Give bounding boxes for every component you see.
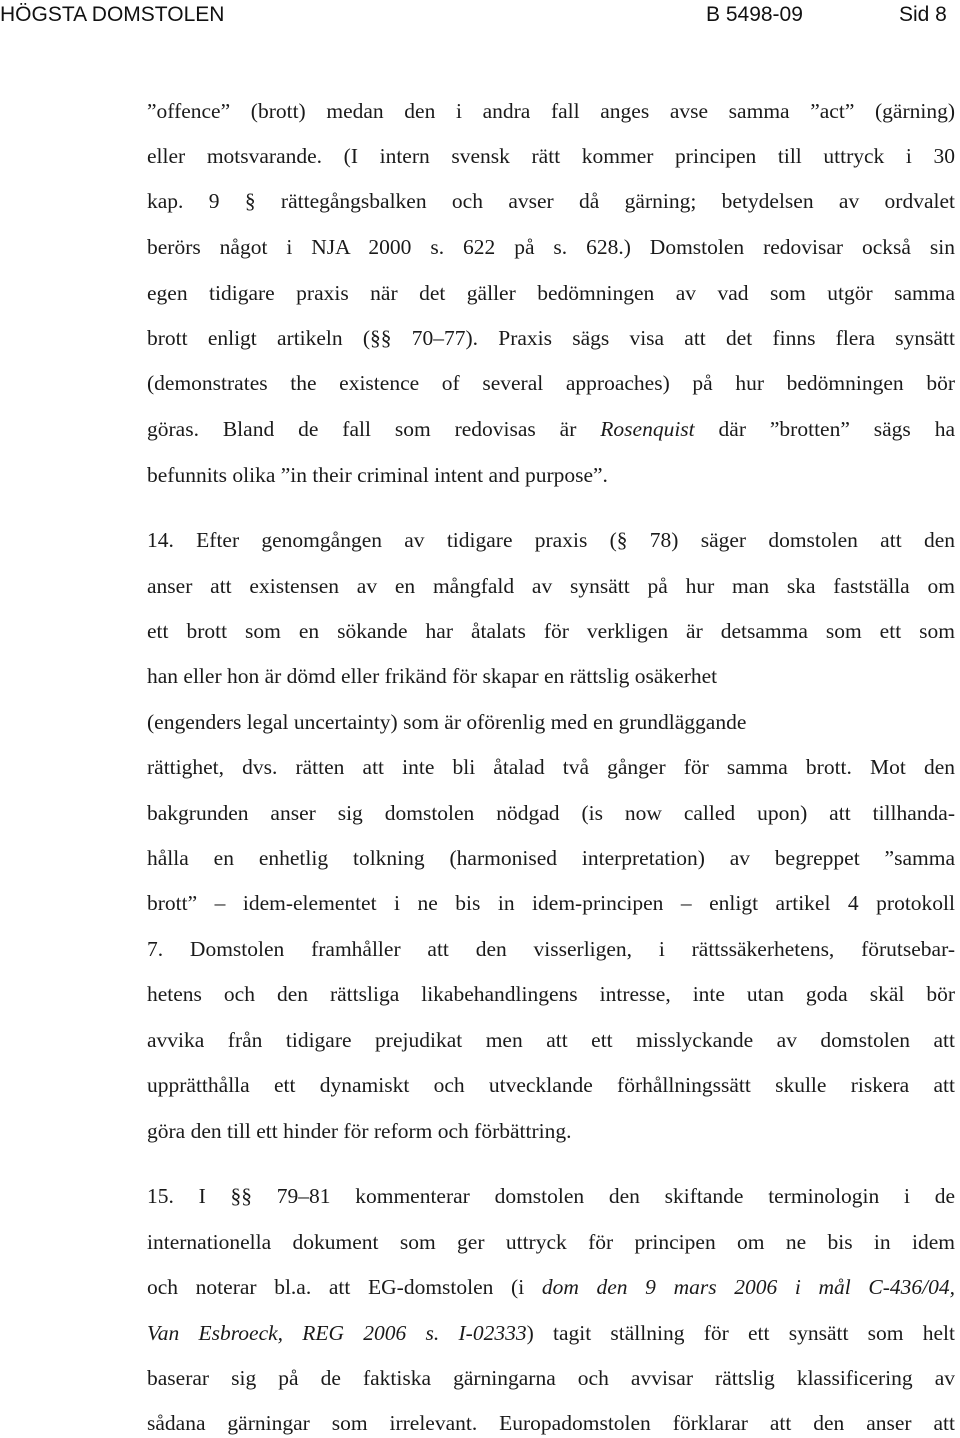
text-line: brott” – idem-elementet i ne bis in idem-principen – enligt artikel 4 protokoll	[147, 891, 955, 915]
text-line: han eller hon är dömd eller frikänd för skapar en rättslig osäkerhet	[147, 664, 718, 688]
judgment-reference-italic: dom den 9 mars 2006 i mål C-436/04,	[541, 1275, 955, 1299]
text-line: brott enligt artikeln (§§ 70–77). Praxis sägs visa att det finns flera synsätt	[147, 326, 955, 350]
text-line: ett brott som en sökande har åtalats för verkligen är detsamma som ett som	[147, 619, 955, 643]
text-line: avvika från tidigare prejudikat men att ett misslyckande av domstolen att	[147, 1028, 955, 1052]
text-line: anser att existensen av en mångfald av synsätt på hur man ska fastställa om	[147, 574, 955, 598]
text-line: hålla en enhetlig tolkning (harmonised interpretation) av begreppet ”samma	[147, 846, 955, 870]
text-line: 15. I §§ 79–81 kommenterar domstolen den skiftande terminologin i de	[147, 1184, 955, 1208]
text-line: (engenders legal uncertainty) som är oförenlig med en grundläggande	[147, 710, 747, 734]
text-line: sådana gärningar som irrelevant. Europadomstolen förklarar att den anser att	[147, 1411, 955, 1435]
text-line: göra den till ett hinder för reform och förbättring.	[147, 1119, 572, 1143]
case-number: B 5498-09	[706, 3, 803, 26]
text-line: egen tidigare praxis när det gäller bedömningen av vad som utgör samma	[147, 281, 955, 305]
text-line: baserar sig på de faktiska gärningarna och avvisar rättslig klassificering av	[147, 1366, 955, 1390]
text-line: upprätthålla ett dynamiskt och utvecklande förhållningssätt skulle riskera att	[147, 1073, 955, 1097]
text-line: (demonstrates the existence of several approaches) på hur bedömningen bör	[147, 371, 955, 395]
text-line: internationella dokument som ger uttryck för principen om ne bis in idem	[147, 1230, 955, 1254]
page-number: Sid 8	[899, 3, 947, 26]
text-line: befunnits olika ”in their criminal intent and purpose”.	[147, 463, 608, 487]
text-line: bakgrunden anser sig domstolen nödgad (is now called upon) att tillhanda-	[147, 801, 955, 825]
text-line: ”offence” (brott) medan den i andra fall anges avse samma ”act” (gärning)	[147, 99, 955, 123]
text-line: eller motsvarande. (I intern svensk rätt kommer principen till uttryck i 30	[147, 144, 955, 168]
text-line: kap. 9 § rättegångsbalken och avser då gärning; betydelsen av ordvalet	[147, 189, 955, 213]
text-line: berörs något i NJA 2000 s. 622 på s. 628.) Domstolen redovisar också sin	[147, 235, 955, 259]
text-line: göras. Bland de fall som redovisas är Rosenquist där ”brotten” sägs ha	[147, 417, 955, 441]
text-line: 14. Efter genomgången av tidigare praxis (§ 78) säger domstolen att den	[147, 528, 955, 552]
text-line: 7. Domstolen framhåller att den visserligen, i rättssäkerhetens, förutsebar-	[147, 937, 955, 961]
court-name: HÖGSTA DOMSTOLEN	[0, 3, 225, 26]
page-header	[0, 0, 960, 30]
text-line: hetens och den rättsliga likabehandlingens intresse, inte utan goda skäl bör	[147, 982, 955, 1006]
text-line: och noterar bl.a. att EG-domstolen (i dom den 9 mars 2006 i mål C-436/04,	[147, 1275, 955, 1299]
text-line: rättighet, dvs. rätten att inte bli åtalad två gånger för samma brott. Mot den	[147, 755, 955, 779]
case-name-italic: Van Esbroeck, REG 2006 s. I-02333	[147, 1321, 527, 1345]
text-line: Van Esbroeck, REG 2006 s. I-02333) tagit ställning för ett synsätt som helt	[147, 1321, 955, 1345]
case-name-italic: Rosenquist	[600, 417, 695, 441]
